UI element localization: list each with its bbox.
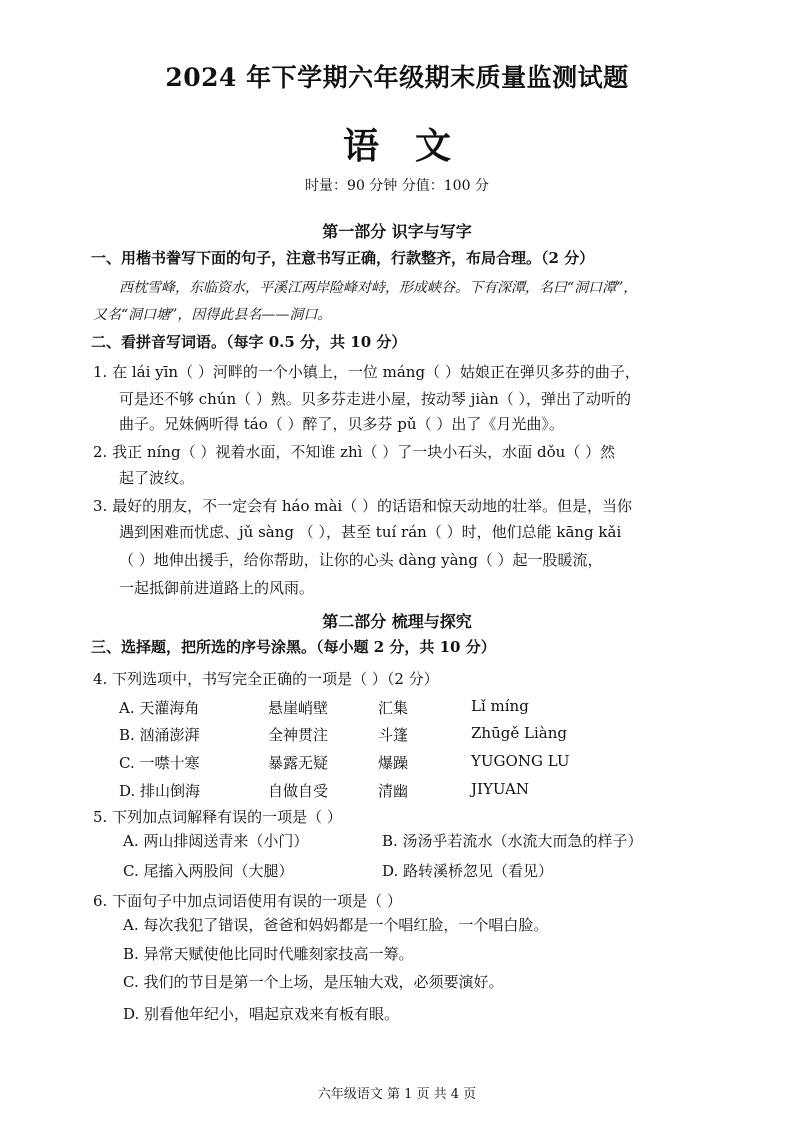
q4-option-a-label: A. 天灌海角 [119, 699, 200, 717]
exam-meta: 时量：90 分钟 分值：100 分 [305, 178, 489, 194]
part-1-heading: 第一部分 识字与写字 [322, 222, 472, 241]
question-1-line-1: 1. 在 lái yīn（ ）河畔的一个小镇上，一位 máng（ ）姑娘正在弹贝多芬的曲子， [93, 363, 640, 381]
question-1-line-3: 曲子。兄妹俩听得 táo（ ）醉了，贝多芬 pǔ（ ）出了《月光曲》。 [119, 415, 564, 433]
q4-option-a-item: 悬崖峭壁 [268, 699, 329, 717]
q6-option-b: B. 异常天赋使他比同时代雕刻家技高一筹。 [123, 945, 414, 963]
q4-option-a-item: Lǐ míng [471, 697, 529, 715]
q4-option-c-item: YUGONG LU [471, 752, 570, 770]
page-footer: 六年级语文 第 1 页 共 4 页 [317, 1087, 477, 1102]
part-2-heading: 第二部分 梳理与探究 [322, 612, 472, 631]
q6-option-c: C. 我们的节目是第一个上场，是压轴大戏，必须要演好。 [123, 973, 504, 991]
q4-option-b-item: 斗篷 [378, 726, 409, 744]
question-2-line-1: 2. 我正 níng（ ）视着水面，不知谁 zhì（ ）了一块小石头，水面 dǒu（ ）然 [93, 443, 616, 461]
q5-option-c: C. 尾搐入两股间（大腿） [123, 862, 294, 880]
q6-option-a: A. 每次我犯了错误，爸爸和妈妈都是一个唱红脸，一个唱白脸。 [123, 916, 549, 934]
q4-option-c-item: 暴露无疑 [268, 754, 329, 772]
q4-option-b-item: Zhūgě Liàng [471, 724, 567, 742]
q5-option-b: B. 汤汤乎若流水（水流大而急的样子） [382, 832, 643, 850]
section-2-instruction: 二、看拼音写词语。（每字 0.5 分，共 10 分） [91, 333, 407, 351]
subject-title: 语文 [342, 125, 487, 167]
q5-option-d: D. 路转溪桥忽见（看见） [382, 862, 554, 880]
section-1-instruction: 一、用楷书誊写下面的句子，注意书写正确，行款整齐，布局合理。（2 分） [91, 249, 595, 267]
q4-option-d-label: D. 排山倒海 [119, 782, 201, 800]
q4-option-d-item: JIYUAN [471, 780, 529, 798]
copy-passage-line-2: 又名“洞口塘”，因得此县名——洞口。 [93, 307, 332, 323]
q4-option-d-item: 清幽 [378, 782, 409, 800]
q4-option-a-item: 汇集 [378, 699, 409, 717]
question-4-stem: 4. 下列选项中，书写完全正确的一项是（ ）（2 分） [93, 670, 439, 688]
q6-option-d: D. 别看他年纪小，唱起京戏来有板有眼。 [123, 1005, 400, 1023]
question-3-line-2: 遇到困难而忧虑、jǔ sàng （ ），甚至 tuí rán（ ）时，他们总能 kāng kǎi [119, 523, 622, 541]
section-3-instruction: 三、选择题，把所选的序号涂黑。（每小题 2 分，共 10 分） [91, 638, 496, 656]
q5-option-a: A. 两山排闼送青来（小门） [123, 832, 309, 850]
copy-passage-line-1: 西枕雪峰，东临资水，平溪江两岸险峰对峙，形成峡谷。下有深潭，名曰“洞口潭”， [119, 280, 638, 296]
exam-title: 2024 年下学期六年级期末质量监测试题 [165, 63, 629, 92]
q4-option-d-item: 自做自受 [268, 782, 329, 800]
question-3-line-4: 一起抵御前进道路上的风雨。 [119, 579, 315, 597]
question-6-stem: 6. 下面句子中加点词语使用有误的一项是（ ） [93, 892, 402, 910]
q4-option-c-item: 爆躁 [378, 754, 409, 772]
question-3-line-3: （ ）地伸出援手，给你帮助，让你的心头 dàng yàng（ ）起一股暖流， [119, 551, 603, 569]
question-3-line-1: 3. 最好的朋友，不一定会有 háo mài（ ）的话语和惊天动地的壮举。但是，当你 [93, 497, 632, 515]
q4-option-b-item: 全神贯注 [268, 726, 329, 744]
q4-option-b-label: B. 汹涌澎湃 [119, 726, 200, 744]
question-5-stem: 5. 下列加点词解释有误的一项是（ ） [93, 808, 342, 826]
q4-option-c-label: C. 一噤十寒 [119, 754, 200, 772]
question-1-line-2: 可是还不够 chún（ ）熟。贝多芬走进小屋，按动琴 jiàn（ ），弹出了动听的 [119, 390, 632, 408]
question-2-line-2: 起了波纹。 [119, 469, 195, 487]
